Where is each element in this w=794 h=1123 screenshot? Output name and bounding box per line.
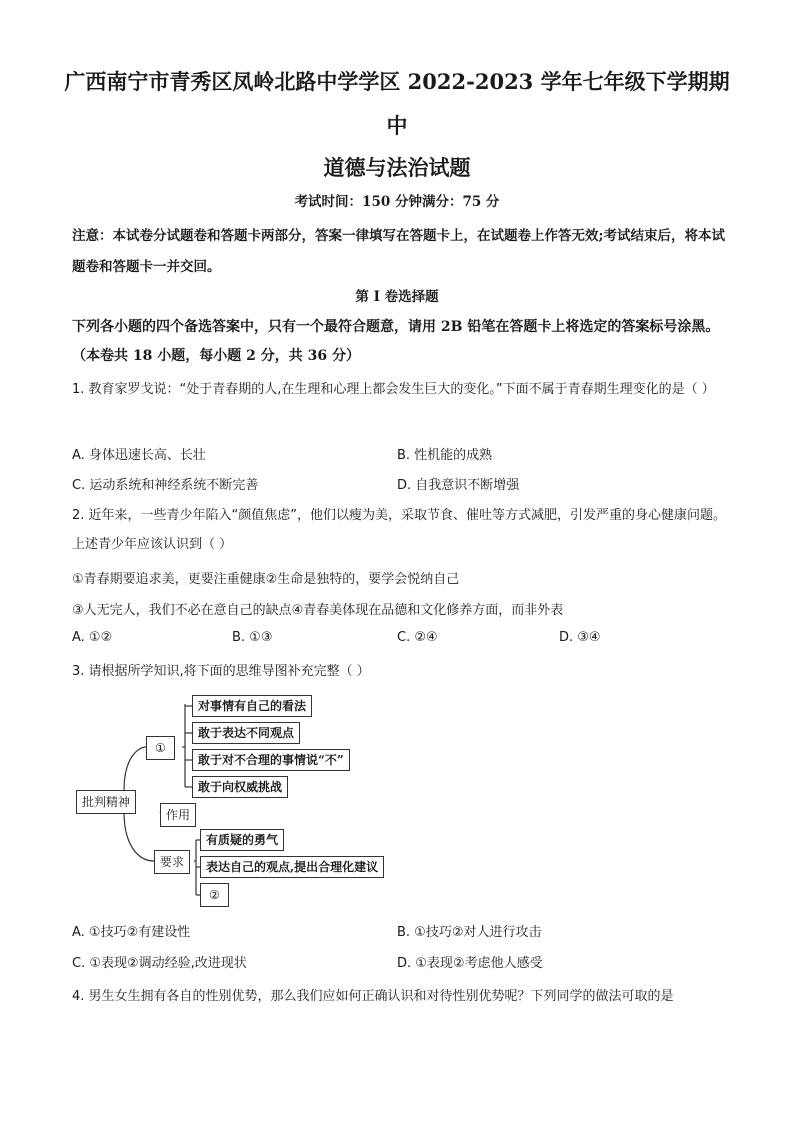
question-3-option-a[interactable]: A. ①技巧②有建设性 [72,925,191,940]
mind-map-item: 表达自己的观点,提出合理化建议 [200,856,384,878]
mind-map-branch-requirement: 要求 [154,850,190,874]
exam-subtitle: 道德与法治试题 [323,155,471,180]
mind-map-item: 敢于向权威挑战 [192,776,288,798]
question-1-option-b[interactable]: B. 性机能的成熟 [397,448,493,463]
question-1-stem: 1. 教育家罗戈说：“处于青春期的人,在生理和心理上都会发生巨大的变化。”下面不属于青春期生理变化的是（ ） [72,382,715,397]
question-2-options [72,630,727,652]
mind-map-item: 敢于对不合理的事情说“不” [192,749,350,771]
mind-map-branch-blank-1: ① [146,736,175,760]
question-3-option-c[interactable]: C. ①表现②调动经验,改进现状 [72,956,247,971]
question-3-options-row1 [72,921,727,943]
mind-map-root: 批判精神 [76,790,136,814]
question-1-option-c[interactable]: C. 运动系统和神经系统不断完善 [72,478,259,493]
question-2-statement-2 [72,599,727,621]
question-2-option-d[interactable]: D. ③④ [559,630,601,645]
exam-notice: 注意：本试卷分试题卷和答题卡两部分，答案一律填写在答题卡上，在试题卷上作答无效;考试结束后，将本试题卷和答题卡一并交回。 [72,228,725,275]
mind-map-item: 对事情有自己的看法 [192,695,312,717]
question-1-options-row2 [72,474,727,496]
mind-map-item: 有质疑的勇气 [200,829,284,851]
exam-info: 考试时间：150 分钟满分：75 分 [294,194,500,210]
question-4-stem [72,985,727,1007]
question-3-stem-text: 3. 请根据所学知识,将下面的思维导图补充完整（ ） [72,664,370,679]
question-4-stem-text: 4. 男生女生拥有各自的性别优势，那么我们应如何正确认识和对待性别优势呢？下列同学的做法可取的是 [72,989,674,1004]
mind-map-blank-2: ② [200,883,229,907]
question-2-option-a[interactable]: A. ①② [72,630,113,645]
question-2-stem: 2. 近年来，一些青少年陷入“颜值焦虑”，他们以瘦为美，采取节食、催吐等方式减肥，引发严重的身心健康问题。上述青少年应该认识到（ ） [72,508,727,552]
question-2-option-c[interactable]: C. ②④ [397,630,438,645]
section-instruction: 下列各小题的四个备选答案中，只有一个最符合题意，请用 2B 铅笔在答题卡上将选定的答案标号涂黑。（本卷共 18 小题，每小题 2 分，共 36 分） [72,319,720,364]
question-3-stem [72,660,727,682]
mind-map-branch-function: 作用 [160,803,196,827]
exam-title-line1: 广西南宁市青秀区凤岭北路中学学区 2022-2023 学年七年级下学期期 [64,69,730,94]
question-1-option-d[interactable]: D. 自我意识不断增强 [397,478,520,493]
question-3-options-row2 [72,952,727,974]
question-1-option-a[interactable]: A. 身体迅速长高、长壮 [72,448,206,463]
question-2-statement-1-text: ①青春期要追求美，更要注重健康②生命是独特的，要学会悦纳自己 [72,572,460,587]
question-2-option-b[interactable]: B. ①③ [232,630,273,645]
mind-map-item: 敢于表达不同观点 [192,722,300,744]
exam-title-line2: 中 [386,113,408,138]
mind-map [72,690,412,910]
question-3-option-d[interactable]: D. ①表现②考虑他人感受 [397,956,543,971]
question-3-option-b[interactable]: B. ①技巧②对人进行攻击 [397,925,542,940]
section-title: 第 I 卷选择题 [355,289,439,305]
question-2-statement-1 [72,568,727,590]
question-2-statement-2-text: ③人无完人，我们不必在意自己的缺点④青春美体现在品德和文化修养方面，而非外表 [72,603,564,618]
question-1-options-row1 [72,444,727,466]
